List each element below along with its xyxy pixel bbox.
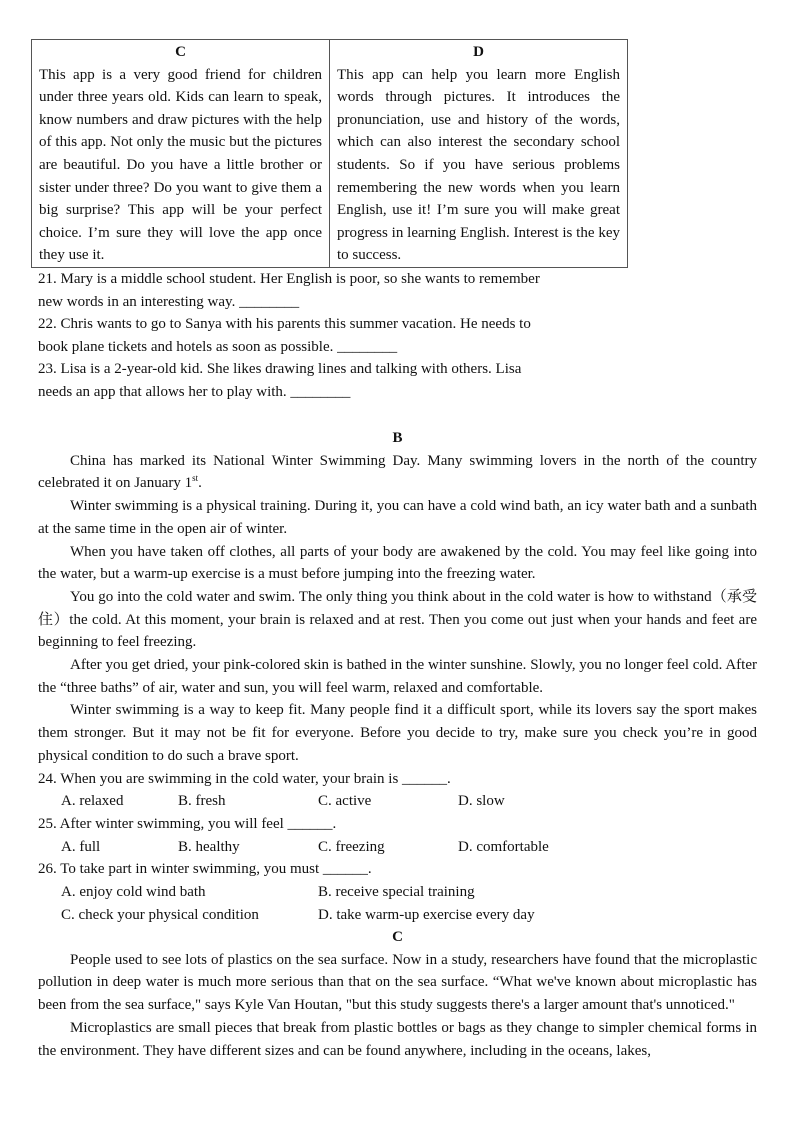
- option-a: A. enjoy cold wind bath: [61, 884, 206, 901]
- app-d-cell: [330, 40, 628, 268]
- question-23: 23. Lisa is a 2-year-old kid. She likes drawing lines and talking with others. Lisa needs an app that allows her to play with. ________: [38, 361, 522, 400]
- section-b-paragraph-2: Winter swimming is a physical training. During it, you can have a cold wind bath, an icy water bath and a sunbath at the same time in the open air of winter.: [38, 498, 757, 537]
- section-c-heading: C: [392, 929, 403, 945]
- option-c: C. active: [318, 793, 372, 810]
- option-c: C. freezing: [318, 838, 385, 855]
- app-d-text: This app can help you learn more English words through pictures. It introduces the pronunciation, use and history of the words, which can also interest the secondary school students. So if you have serious problems remembering the new words when you learn English, use it! I’m sure you will make great progress in learning English. Interest is the key to success.: [337, 66, 620, 264]
- app-description-table: [31, 39, 628, 268]
- option-a: A. full: [61, 838, 101, 855]
- question-26-stem: 26. To take part in winter swimming, you must ______.: [38, 861, 372, 878]
- option-d: D. take warm-up exercise every day: [318, 906, 535, 923]
- question-24-options: [38, 790, 757, 813]
- app-c-text: This app is a very good friend for children under three years old. Kids can learn to speak, know numbers and draw pictures with the help of this app. Not only the music but the pictures are beautiful. Do you have a little brother or sister under three? Do you want to give them a big surprise? This app will be your perfect choice. I’m sure they will love the app once they use it.: [39, 66, 322, 264]
- app-c-heading: C: [175, 44, 186, 60]
- section-c: [38, 926, 757, 1062]
- option-d: D. comfortable: [458, 838, 549, 855]
- question-22: 22. Chris wants to go to Sanya with his parents this summer vacation. He needs to book plane tickets and hotels as soon as possible. ________: [38, 316, 531, 355]
- question-24-stem: 24. When you are swimming in the cold water, your brain is ______.: [38, 770, 451, 787]
- section-b-paragraph-3: When you have taken off clothes, all parts of your body are awakened by the cold. You may feel like going into the water, but a warm-up exercise is a must before jumping into the freezing water.: [38, 543, 757, 583]
- section-c-paragraph-2: Microplastics are small pieces that break from plastic bottles or bags as they change to simpler chemical forms in the environment. They have different sizes and can be found anywhere, including in the oceans, lakes,: [38, 1019, 757, 1059]
- question-25-options: [38, 836, 757, 859]
- section-b-paragraph-6: Winter swimming is a way to keep fit. Many people find it a difficult sport, while its lovers say the sport makes them stronger. But it may not be fit for everyone. Before you decide to try, make sure you check you’re in good physical condition to do such a brave sport.: [38, 702, 757, 764]
- section-b-heading: B: [392, 430, 403, 446]
- section-b-paragraph-4: You go into the cold water and swim. The only thing you think about in the cold water is how to withstand（承受住）the cold. At this moment, your brain is relaxed and at rest. Then you come out just when your hands and feet are beginning to feel freezing.: [38, 588, 757, 651]
- option-d: D. slow: [458, 793, 505, 810]
- section-b-paragraph-5: After you get dried, your pink-colored skin is bathed in the winter sunshine. Slowly, you no longer feel cold. After the “three baths” of air, water and sun, you will feel warm, relaxed and comfortable.: [38, 657, 757, 696]
- app-c-cell: [32, 40, 330, 268]
- section-b-paragraph-1: China has marked its National Winter Swimming Day. Many swimming lovers in the north of the country celebrated it on January 1st.: [38, 452, 757, 492]
- option-c: C. check your physical condition: [61, 906, 259, 923]
- option-b: B. receive special training: [318, 884, 475, 901]
- section-c-paragraph-1: People used to see lots of plastics on the sea surface. Now in a study, researchers have found that the microplastic pollution in deep water is much more serious than that on the sea surface. “What we've known about microplastic has been from the sea surface," says Kyle Van Houtan, "but this study suggests there's a larger amount that's unnoticed.": [38, 951, 757, 1014]
- option-b: B. fresh: [178, 793, 226, 810]
- app-d-heading: D: [473, 44, 484, 60]
- question-25-stem: 25. After winter swimming, you will feel ______.: [38, 815, 337, 832]
- question-26-options-row-2: [38, 904, 757, 927]
- question-26-options-row-1: [38, 881, 757, 904]
- option-a: A. relaxed: [61, 793, 124, 810]
- question-21: 21. Mary is a middle school student. Her English is poor, so she wants to remember new words in an interesting way. ________: [38, 271, 540, 310]
- matching-questions: [38, 268, 598, 404]
- option-b: B. healthy: [178, 838, 240, 855]
- section-b: [38, 427, 757, 926]
